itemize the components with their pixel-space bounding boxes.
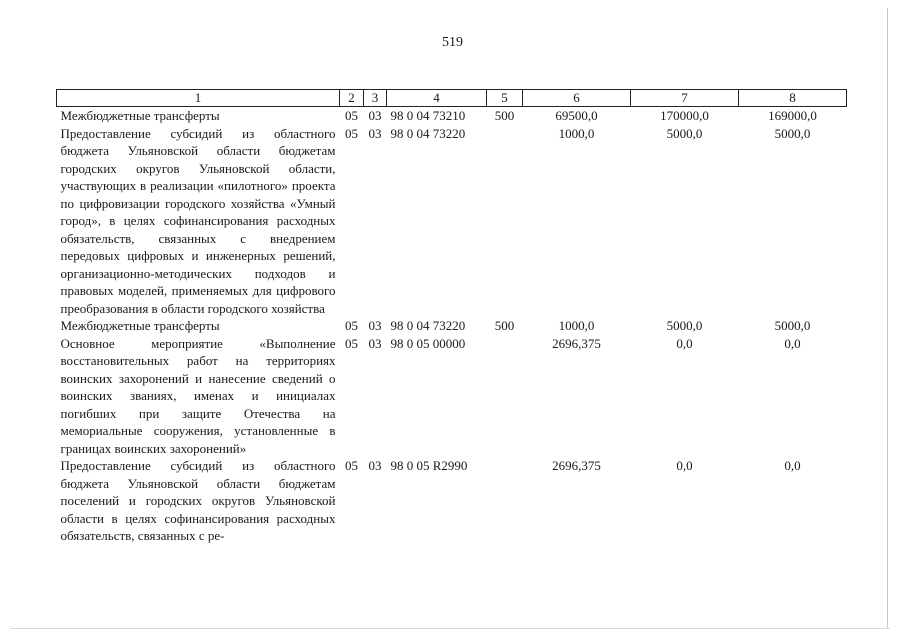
row-subsection: 03 <box>368 318 382 333</box>
row-amount-year1: 69500,0 <box>555 108 598 123</box>
row-target-code: 98 0 04 73220 <box>390 125 466 141</box>
row-target-code: 98 0 04 73210 <box>390 108 466 123</box>
row-name: Межбюджетные трансферты <box>60 108 220 123</box>
row-amount-year3: 0,0 <box>784 458 801 473</box>
header-col-2: 2 <box>340 90 364 107</box>
row-target-code: 98 0 05 00000 <box>390 335 466 351</box>
row-expense-type <box>487 125 523 318</box>
row-amount-year1: 2696,375 <box>552 335 601 351</box>
row-section: 05 <box>345 318 358 333</box>
table-row <box>57 457 847 545</box>
row-subsection: 03 <box>368 458 382 473</box>
row-expense-type <box>487 457 523 545</box>
header-col-8: 8 <box>739 90 847 107</box>
page-edge-bottom <box>10 628 890 629</box>
row-subsection: 03 <box>368 125 382 141</box>
row-amount-year3: 169000,0 <box>768 108 817 123</box>
row-amount-year2: 170000,0 <box>660 108 709 123</box>
header-col-1: 1 <box>57 90 340 107</box>
row-expense-type <box>487 335 523 458</box>
row-subsection: 03 <box>368 335 382 351</box>
row-name: Межбюджетные трансферты <box>60 318 220 333</box>
row-amount-year2: 0,0 <box>676 335 693 351</box>
row-amount-year3: 5000,0 <box>774 318 811 333</box>
row-name: Основное мероприятие «Выполнение восстановительных работ на территориях воинских захоронений и нанесение сведений о воинских званиях, именах и инициалах погибших при защите Отечества на мемориальные сооружения, установленные в границах воинских захоронений» <box>60 335 336 456</box>
row-subsection: 03 <box>368 108 382 123</box>
page-edge-right <box>887 8 888 628</box>
budget-table <box>56 89 847 545</box>
table-body <box>57 107 847 545</box>
row-target-code: 98 0 04 73220 <box>390 318 466 333</box>
header-col-6: 6 <box>523 90 631 107</box>
row-amount-year1: 2696,375 <box>552 458 601 473</box>
page-number: 519 <box>442 35 463 50</box>
row-section: 05 <box>345 335 358 351</box>
row-amount-year1: 1000,0 <box>558 125 595 141</box>
row-amount-year2: 5000,0 <box>666 125 703 141</box>
row-section: 05 <box>345 125 358 141</box>
row-name: Предоставление субсидий из областного бюджета Ульяновской области бюджетам поселений и городских округов Ульяновской области в целях софинансирования расходных обязательств, связанных с ре- <box>60 458 336 543</box>
row-name: Предоставление субсидий из областного бюджета Ульяновской области бюджетам городских округов Ульяновской области, участвующих в реализации «пилотного» проекта по цифровизации городского хозяйства «Умный город», в целях софинансирования расходных обязательств, связанных с внедрением передовых цифровых и инженерных решений, организационно-методических подходов и правовых моделей, применяемых для цифрового преобразования в области городского хозяйства <box>60 125 336 316</box>
row-amount-year1: 1000,0 <box>558 318 595 333</box>
row-amount-year3: 5000,0 <box>774 125 811 141</box>
header-col-3: 3 <box>364 90 387 107</box>
header-col-5: 5 <box>487 90 523 107</box>
table-row <box>57 317 847 335</box>
row-section: 05 <box>345 458 358 473</box>
header-row <box>57 90 847 107</box>
header-col-7: 7 <box>631 90 739 107</box>
row-expense-type: 500 <box>494 108 515 123</box>
row-section: 05 <box>345 108 358 123</box>
row-amount-year2: 0,0 <box>676 458 693 473</box>
row-target-code: 98 0 05 R2990 <box>390 458 468 473</box>
table-row <box>57 335 847 458</box>
header-col-4: 4 <box>387 90 487 107</box>
row-expense-type: 500 <box>494 318 515 333</box>
table-row <box>57 107 847 125</box>
table-row <box>57 125 847 318</box>
row-amount-year2: 5000,0 <box>666 318 703 333</box>
row-amount-year3: 0,0 <box>784 335 801 351</box>
table-header <box>57 90 847 107</box>
